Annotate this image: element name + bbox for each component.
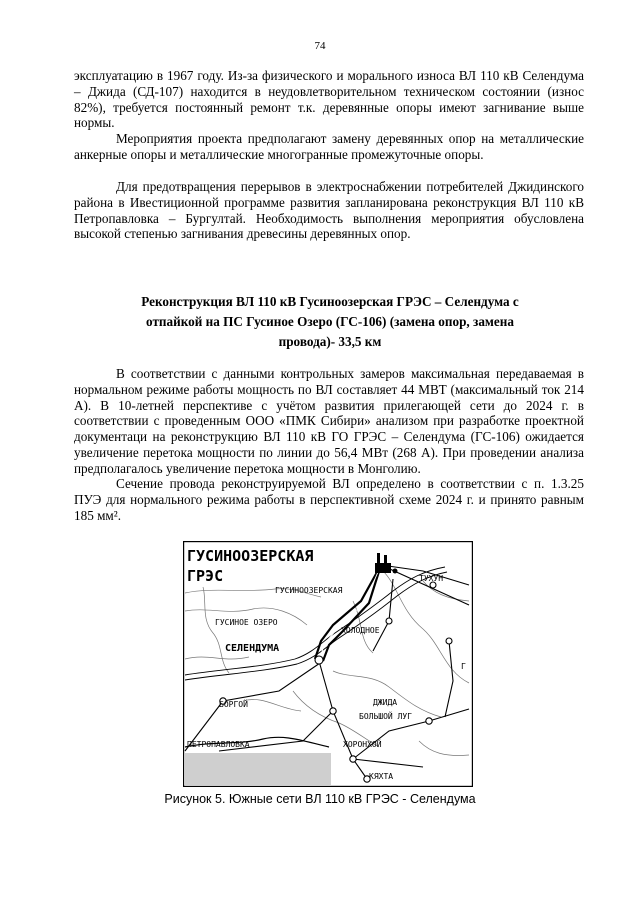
map-label-khoronkhoy: ХОРОНХОЙ [343, 740, 382, 749]
network-map [183, 541, 473, 787]
map-label-selenduma: СЕЛЕНДУМА [225, 643, 280, 654]
paragraph-continuation: эксплуатацию в 1967 году. Из-за физического и морального износа ВЛ 110 кВ Селендума – Джида (СД-107) находится в неудовлетворительном техническом состоянии (износ 82%), требуется постоянный ремонт т.к. деревянные опоры имеют загнивание выше нормы. [74, 68, 584, 131]
map-label-kholodnoe: ХОЛОДНОЕ [341, 626, 380, 635]
paragraph-measurements: В соответствии с данными контрольных замеров максимальная передаваемая в нормальном режиме работы мощность по ВЛ составляет 44 МВТ (максимальный ток 214 А). В 10-летней перспективе с учётом развития прилегающей сети до 2024 г. в соответствии с проведенным ООО «ПМК Сибири» анализом при разработке проектной документаци на реконструкцию ВЛ 110 кВ ГО ГРЭС – Селендума (ГС-106) ожидается увеличение перетока мощности по линии до 56,4 МВт (268 А). При проведении анализа предполагалось увеличение перетока мощности в Монголию. [74, 366, 584, 476]
paragraph-reconstruction: Для предотвращения перерывов в электроснабжении потребителей Джидинского района в Ивестиционной программе развития запланирована реконструкция ВЛ 110 кВ Петропавловка – Бургултай. Необходимость выполнения мероприятия обусловлена высокой степенью загнивания древесины деревянных опор. [74, 179, 584, 242]
map-label-bolshoy-lug: БОЛЬШОЙ ЛУГ [359, 712, 412, 721]
paragraph-measures: Мероприятия проекта предполагают замену деревянных опор на металлические анкерные опоры и металлические многогранные промежуточные опоры. [74, 131, 584, 162]
map-label-petropavlovka: ПЕТРОПАВЛОВКА [187, 740, 250, 749]
page-number: 74 [314, 40, 326, 52]
section-heading: Реконструкция ВЛ 110 кВ Гусиноозерская ГРЭС – Селендума с отпайкой на ПС Гусиное Озеро (ГС-106) (замена опор, замена провода)- 33,5 км [141, 294, 519, 349]
map-label-gres-1: ГУСИНООЗЕРСКАЯ [187, 547, 314, 565]
map-label-kyakhta: КЯХТА [369, 772, 394, 781]
map-label-dzhida: ДЖИДА [373, 698, 398, 707]
map-label-gusinoe-ozero: ГУСИНОЕ ОЗЕРО [215, 618, 278, 627]
map-label-edge-g: Г [461, 662, 466, 671]
paragraph-conductor-section: Сечение провода реконструируемой ВЛ определено в соответствии с п. 1.3.25 ПУЭ для нормального режима работы в перспективной схеме 2024 г. и принято равным 185 мм². [74, 476, 584, 523]
map-label-gusinoozerskaya: ГУСИНООЗЕРСКАЯ [275, 586, 343, 595]
map-label-borgoy: БОРГОЙ [219, 700, 248, 709]
figure-caption: Рисунок 5. Южные сети ВЛ 110 кВ ГРЭС - Селендума [164, 792, 476, 806]
map-label-tukhun: ТУХУН [419, 574, 444, 583]
map-label-gres-2: ГРЭС [187, 567, 224, 585]
